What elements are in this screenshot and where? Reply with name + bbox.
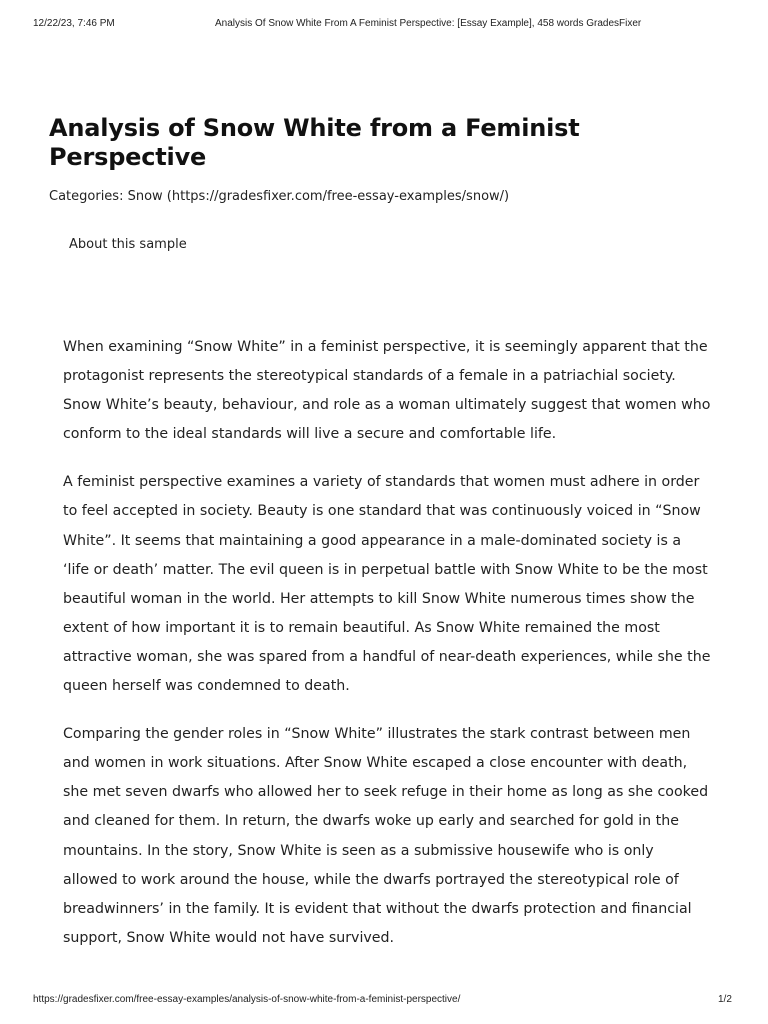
print-page-title: Analysis Of Snow White From A Feminist Perspective: [Essay Example], 458 words GradesFixer — [215, 18, 642, 29]
about-sample-toggle[interactable]: About this sample — [69, 237, 187, 252]
essay-paragraph: When examining “Snow White” in a feminist perspective, it is seemingly apparent that the protagonist represents the stereotypical standards of a female in a patriachial society. Snow White’s beauty, behaviour, and role as a woman ultimately suggest that women who conform to the ideal standards will live a secure and comfortable life. — [63, 339, 711, 443]
essay-paragraph: Comparing the gender roles in “Snow White” illustrates the stark contrast between men and women in work situations. After Snow White escaped a close encounter with death, she met seven dwarfs who allowed her to seek refuge in their home as long as she cooked and cleaned for them. In return, the dwarfs woke up early and searched for gold in the mountains. In the story, Snow White is seen as a submissive housewife who is only allowed to work around the house, while the dwarfs portrayed the stereotypical role of breadwinners’ in the family. It is evident that without the dwarfs protection and financial support, Snow White would not have survived. — [63, 726, 709, 946]
essay-body — [63, 333, 711, 972]
page-number: 1/2 — [718, 994, 732, 1005]
essay-paragraph: A feminist perspective examines a variety of standards that women must adhere in order to feel accepted in society. Beauty is one standard that was continuously voiced in “Snow White”. It seems that maintaining a good appearance in a male-dominated society is a ‘life or death’ matter. The evil queen is in perpetual battle with Snow White to be the most beautiful woman in the world. Her attempts to kill Snow White numerous times show the extent of how important it is to remain beautiful. As Snow White remained the most attractive woman, she was spared from a handful of near-death experiences, while she the queen herself was condemned to death. — [63, 474, 711, 695]
print-url: https://gradesfixer.com/free-essay-examples/analysis-of-snow-white-from-a-feminist-perspective/ — [33, 994, 461, 1005]
print-footer — [0, 994, 768, 1008]
categories-link[interactable]: Categories: Snow (https://gradesfixer.com/free-essay-examples/snow/) — [49, 189, 510, 204]
page-title: Analysis of Snow White from a Feminist Perspective — [49, 114, 580, 171]
print-date: 12/22/23, 7:46 PM — [33, 18, 115, 29]
print-header — [0, 18, 768, 32]
